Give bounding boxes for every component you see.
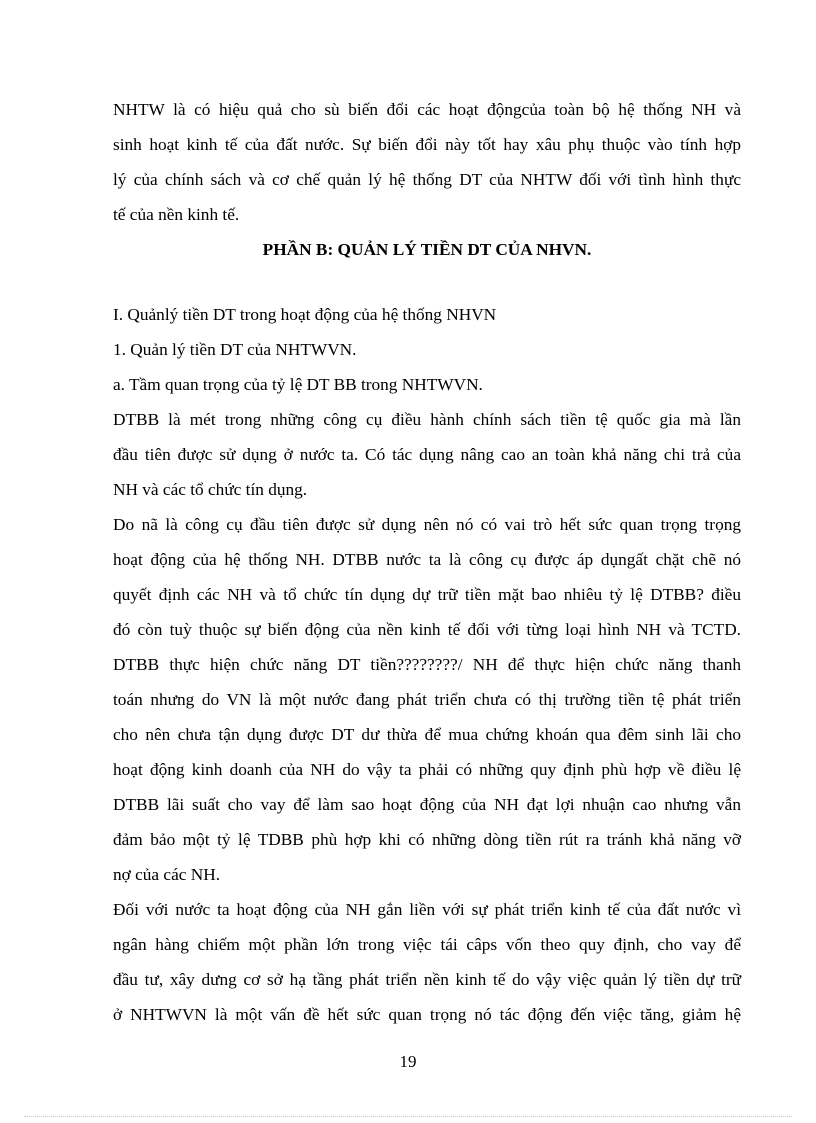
body-text-line: nợ của các NH.	[113, 865, 221, 884]
body-text-line: Đối với nước ta hoạt động của NH gắn liền với sự phát triển kinh tế của đất nước vì	[113, 900, 741, 919]
body-text-line: hoạt động kinh doanh của NH do vậy ta phải có những quy định phù hợp về điều lệ	[113, 760, 741, 779]
body-text-line: DTBB là mét trong những công cụ điều hành chính sách tiền tệ quốc gia mà lần	[113, 410, 741, 429]
body-text-line: tế của nền kinh tế.	[113, 205, 240, 224]
body-text-line: hoạt động của hệ thống NH. DTBB nước ta là công cụ được áp dụngất chặt chẽ nó	[113, 550, 741, 569]
body-text-line: đảm bảo một tỷ lệ TDBB phù hợp khi có những dòng tiền rút ra tránh khả năng vỡ	[113, 830, 741, 849]
body-text-line: NHTW là có hiệu quả cho sù biến đổi các hoạt độngcủa toàn bộ hệ thống NH và	[113, 100, 741, 119]
body-text-line: lý của chính sách và cơ chế quản lý hệ thống DT của NHTW đối với tình hình thực	[113, 170, 741, 189]
subsection-heading: a. Tầm quan trọng của tỷ lệ DT BB trong NHTWVN.	[113, 375, 483, 394]
body-text-line: đầu tiên được sử dụng ở nước ta. Có tác dụng nâng cao an toàn khả năng chi trả của	[113, 445, 741, 464]
body-text-line: sinh hoạt kinh tế của đất nước. Sự biến đổi này tốt hay xâu phụ thuộc vào tính hợp	[113, 135, 741, 154]
body-text-line: NH và các tổ chức tín dụng.	[113, 480, 308, 499]
body-text-line: DTBB thực hiện chức năng DT tiền????????/ NH để thực hiện chức năng thanh	[113, 655, 741, 674]
page-number: 19	[399, 1052, 417, 1071]
subsection-heading: I. Quảnlý tiền DT trong hoạt động của hệ thống NHVN	[113, 305, 497, 324]
body-text-line: Do nã là công cụ đầu tiên được sử dụng nên nó có vai trò hết sức quan trọng trọng	[113, 515, 741, 534]
body-text-line: ngân hàng chiếm một phần lớn trong việc tái câps vốn theo quy định, cho vay để	[113, 935, 741, 954]
body-text-line: đầu tư, xây dưng cơ sở hạ tầng phát triển nền kinh tế do vậy việc quản lý tiền dự trữ	[113, 970, 741, 989]
body-text-line: DTBB lãi suất cho vay để làm sao hoạt động của NH đạt lợi nhuận cao nhưng vẫn	[113, 795, 741, 814]
body-text-line: đó còn tuỳ thuộc sự biến động của nền kinh tế đối với từng loại hình NH và TCTD.	[113, 620, 741, 639]
body-text-line: cho nên chưa tận dụng được DT dư thừa để mua chứng khoán qua đêm sinh lãi cho	[113, 725, 741, 744]
section-heading: PHẦN B: QUẢN LÝ TIỀN DT CỦA NHVN.	[262, 240, 592, 259]
body-text-line: toán nhưng do VN là một nước đang phát triển chưa có thị trường tiền tệ phát triển	[113, 690, 741, 709]
body-text-line: quyết định các NH và tổ chức tín dụng dự trữ tiền mặt bao nhiêu tỷ lệ DTBB? điều	[113, 585, 741, 604]
subsection-heading: 1. Quản lý tiền DT của NHTWVN.	[113, 340, 357, 359]
body-text-line: ở NHTWVN là một vấn đề hết sức quan trọng nó tác động đến việc tăng, giảm hệ	[113, 1005, 741, 1024]
page-bottom-border	[24, 1116, 792, 1117]
